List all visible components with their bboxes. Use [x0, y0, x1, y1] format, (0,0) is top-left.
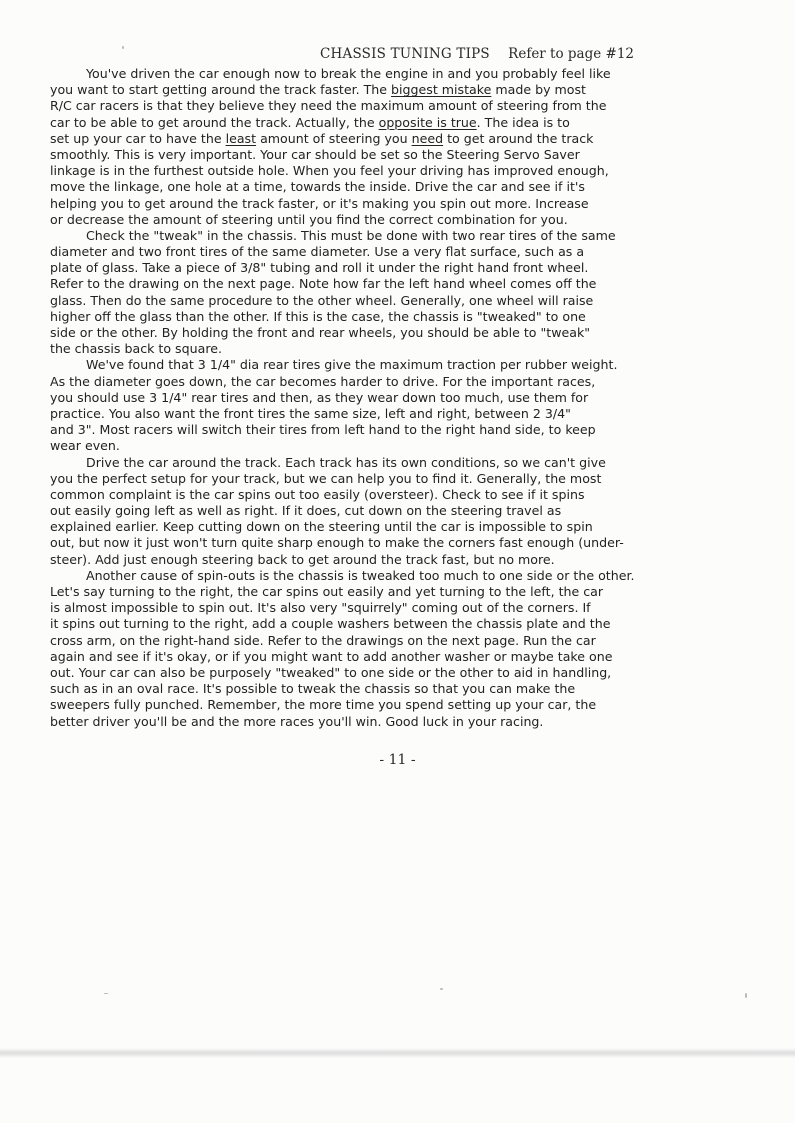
text-line — [50, 341, 780, 357]
text-segment: made by most — [491, 82, 586, 98]
text-segment: steer). Add just enough steering back to get around the track fast, but no more. — [50, 551, 555, 567]
scan-edge-shadow — [0, 1048, 795, 1058]
text-line — [50, 519, 780, 535]
text-line — [50, 131, 780, 147]
text-line — [50, 535, 780, 551]
text-segment: diameter and two front tires of the same diameter. Use a very flat surface, such as a — [50, 244, 585, 260]
text-line — [50, 552, 780, 568]
text-line — [50, 471, 780, 487]
text-segment: amount of steering you — [256, 130, 412, 146]
text-segment: . The idea is to — [476, 114, 570, 130]
text-segment: it spins out turning to the right, add a couple washers between the chassis plate and the — [50, 616, 611, 632]
text-line — [50, 147, 780, 163]
text-line — [50, 714, 780, 730]
text-segment: Check the "tweak" in the chassis. This must be done with two rear tires of the same — [86, 227, 616, 243]
text-segment: you should use 3 1/4" rear tires and then, as they wear down too much, use them for — [50, 389, 589, 405]
text-line — [50, 406, 780, 422]
text-segment: is almost impossible to spin out. It's also very "squirrely" coming out of the corners. If — [50, 600, 591, 616]
text-line — [50, 82, 780, 98]
text-segment: glass. Then do the same procedure to the other wheel. Generally, one wheel will raise — [50, 292, 594, 308]
text-segment: out. Your car can also be purposely "tweaked" to one side or the other to aid in handling, — [50, 664, 612, 680]
scan-speck — [104, 993, 108, 994]
text-line — [50, 260, 780, 276]
text-line — [50, 325, 780, 341]
text-line — [50, 681, 780, 697]
text-line — [50, 179, 780, 195]
text-line — [50, 163, 780, 179]
text-line — [50, 422, 780, 438]
text-segment: wear even. — [50, 438, 120, 454]
scan-speck — [122, 46, 124, 49]
text-segment: cross arm, on the right-hand side. Refer to the drawings on the next page. Run the car — [50, 632, 596, 648]
body-text — [50, 66, 780, 730]
page-title: CHASSIS TUNING TIPS — [320, 46, 490, 62]
text-segment: helping you to get around the track faster, or it's making you spin out more. Increase — [50, 195, 589, 211]
text-segment: out, but now it just won't turn quite sharp enough to make the corners fast enough (under- — [50, 535, 624, 551]
text-line — [50, 309, 780, 325]
page-header — [320, 46, 634, 62]
text-line — [50, 503, 780, 519]
text-segment: you want to start getting around the track faster. The — [50, 82, 392, 98]
text-line — [50, 616, 780, 632]
text-line — [50, 357, 780, 373]
text-segment: move the linkage, one hole at a time, towards the inside. Drive the car and see if it's — [50, 179, 585, 195]
text-segment: We've found that 3 1/4" dia rear tires give the maximum traction per rubber weight. — [86, 357, 618, 373]
text-segment: to get around the track — [443, 130, 594, 146]
text-segment: common complaint is the car spins out too easily (oversteer). Check to see if it spins — [50, 486, 585, 502]
text-segment: the chassis back to square. — [50, 341, 222, 357]
underlined-text: opposite is true — [378, 114, 477, 130]
text-line — [50, 196, 780, 212]
text-line — [50, 455, 780, 471]
text-segment: Another cause of spin-outs is the chassis is tweaked too much to one side or the other. — [86, 567, 635, 583]
text-segment: As the diameter goes down, the car becomes harder to drive. For the important races, — [50, 373, 596, 389]
underlined-text: least — [225, 130, 257, 146]
text-line — [50, 600, 780, 616]
page-number: - 11 - — [379, 752, 416, 768]
text-line — [50, 649, 780, 665]
text-segment: set up your car to have the — [50, 130, 226, 146]
text-line — [50, 390, 780, 406]
text-line — [50, 98, 780, 114]
text-segment: such as in an oval race. It's possible to tweak the chassis so that you can make the — [50, 681, 576, 697]
text-segment: smoothly. This is very important. Your car should be set so the Steering Servo Saver — [50, 146, 580, 162]
page-reference: Refer to page #12 — [508, 46, 635, 62]
text-segment: explained earlier. Keep cutting down on the steering until the car is impossible to spin — [50, 519, 593, 535]
text-segment: you the perfect setup for your track, but we can help you to find it. Generally, the most — [50, 470, 602, 486]
text-line — [50, 633, 780, 649]
text-segment: You've driven the car enough now to break the engine in and you probably feel like — [86, 66, 611, 81]
text-segment: sweepers fully punched. Remember, the more time you spend setting up your car, the — [50, 697, 597, 713]
text-line — [50, 438, 780, 454]
text-line — [50, 66, 780, 82]
text-line — [50, 293, 780, 309]
scan-speck — [745, 993, 747, 998]
text-segment: better driver you'll be and the more races you'll win. Good luck in your racing. — [50, 713, 544, 729]
underlined-text: need — [411, 130, 444, 146]
text-segment: or decrease the amount of steering until you find the correct combination for you. — [50, 211, 568, 227]
text-segment: Refer to the drawing on the next page. Note how far the left hand wheel comes off the — [50, 276, 597, 292]
text-segment: R/C car racers is that they believe they need the maximum amount of steering from the — [50, 98, 607, 114]
text-line — [50, 487, 780, 503]
text-line — [50, 212, 780, 228]
scan-speck — [440, 988, 443, 990]
text-segment: car to be able to get around the track. Actually, the — [50, 114, 379, 130]
text-line — [50, 584, 780, 600]
text-segment: out easily going left as well as right. If it does, cut down on the steering travel as — [50, 503, 562, 519]
text-line — [50, 374, 780, 390]
text-line — [50, 228, 780, 244]
text-segment: plate of glass. Take a piece of 3/8" tubing and roll it under the right hand front wheel. — [50, 260, 589, 276]
text-segment: Drive the car around the track. Each track has its own conditions, so we can't give — [86, 454, 606, 470]
text-segment: higher off the glass than the other. If this is the case, the chassis is "tweaked" to one — [50, 308, 586, 324]
text-line — [50, 665, 780, 681]
text-segment: again and see if it's okay, or if you might want to add another washer or maybe take one — [50, 648, 613, 664]
text-line — [50, 697, 780, 713]
text-line — [50, 244, 780, 260]
underlined-text: biggest mistake — [391, 82, 492, 98]
text-line — [50, 115, 780, 131]
text-line — [50, 568, 780, 584]
text-segment: linkage is in the furthest outside hole. When you feel your driving has improved enough, — [50, 163, 609, 179]
text-segment: Let's say turning to the right, the car spins out easily and yet turning to the left, the car — [50, 584, 604, 599]
text-line — [50, 276, 780, 292]
text-segment: practice. You also want the front tires the same size, left and right, between 2 3/4" — [50, 405, 571, 421]
text-segment: and 3". Most racers will switch their tires from left hand to the right hand side, to keep — [50, 422, 596, 438]
text-segment: side or the other. By holding the front and rear wheels, you should be able to "tweak" — [50, 325, 591, 340]
